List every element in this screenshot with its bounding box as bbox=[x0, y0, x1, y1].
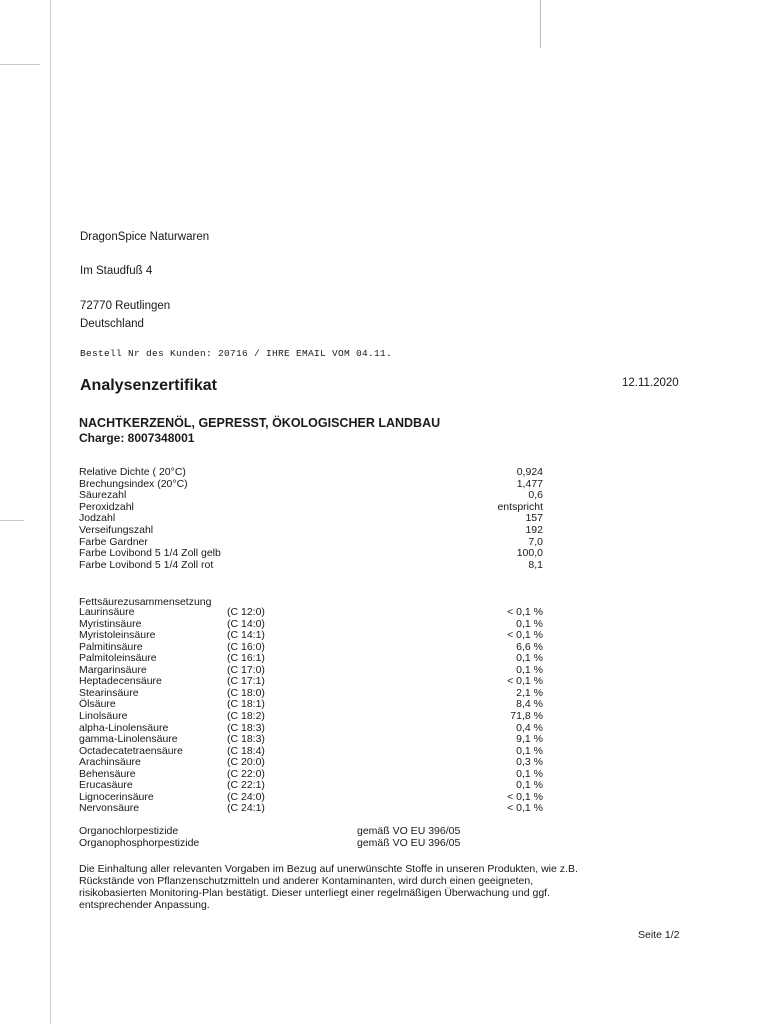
fatty-acid-value: 0,3 % bbox=[516, 756, 543, 769]
fatty-acid-code: (C 18:0) bbox=[227, 686, 265, 699]
fatty-acid-code: (C 18:2) bbox=[227, 709, 265, 722]
fatty-acid-code: (C 16:1) bbox=[227, 652, 265, 665]
fatty-acid-code: (C 18:1) bbox=[227, 698, 265, 711]
fatty-acid-value: 2,1 % bbox=[516, 686, 543, 699]
parameter-value: 192 bbox=[525, 524, 543, 536]
parameter-value: 157 bbox=[525, 512, 543, 525]
parameter-label: Farbe Lovibond 5 1/4 Zoll gelb bbox=[79, 547, 221, 560]
parameter-value: 7,0 bbox=[528, 535, 543, 548]
parameter-label: Farbe Gardner bbox=[79, 535, 148, 548]
company-name: DragonSpice Naturwaren bbox=[80, 231, 210, 243]
fatty-acid-name: Linolsäure bbox=[79, 709, 128, 722]
disclaimer-text: Die Einhaltung aller relevanten Vorgaben im Bezug auf unerwünschte Stoffe in unseren Produkten, wie z.B. Rückstände von Pflanzenschutzmitteln und anderer Kontaminanten, wird durch einen geeigneten, risikobasierten Monitoring-Plan bestätigt. Dieser unterliegt einer regelmäßigen Überwachung und ggf. entsprechender Anpassung. bbox=[79, 863, 578, 911]
fatty-acid-name: Nervonsäure bbox=[79, 802, 140, 815]
fatty-acid-name: Behensäure bbox=[79, 767, 136, 780]
scan-fold-line-left bbox=[50, 0, 51, 1024]
fatty-acid-name: Ölsäure bbox=[79, 698, 116, 711]
order-reference: Bestell Nr des Kunden: 20716 / IHRE EMAIL VOM 04.11. bbox=[80, 348, 393, 359]
fatty-acid-name: Margarinsäure bbox=[79, 663, 147, 676]
fatty-acid-name: Palmitinsäure bbox=[79, 640, 143, 653]
page-number: Seite 1/2 bbox=[638, 929, 680, 941]
fatty-acids-heading: Fettsäurezusammensetzung bbox=[79, 596, 212, 608]
fatty-acid-code: (C 14:0) bbox=[227, 617, 265, 630]
fatty-acid-value: 8,4 % bbox=[516, 698, 543, 711]
fatty-acid-name: gamma-Linolensäure bbox=[79, 733, 178, 746]
fatty-acid-value: < 0,1 % bbox=[507, 629, 543, 642]
parameter-label: Brechungsindex (20°C) bbox=[79, 477, 188, 490]
fatty-acid-value: 0,1 % bbox=[516, 767, 543, 780]
parameter-value: 1,477 bbox=[516, 477, 543, 490]
charge-number: Charge: 8007348001 bbox=[79, 431, 195, 445]
fatty-acid-value: 9,1 % bbox=[516, 733, 543, 746]
parameter-value: 0,924 bbox=[516, 466, 543, 478]
fatty-acid-value: < 0,1 % bbox=[507, 802, 543, 815]
fatty-acid-code: (C 17:0) bbox=[227, 663, 265, 676]
fatty-acid-code: (C 17:1) bbox=[227, 675, 265, 688]
parameter-label: Jodzahl bbox=[79, 512, 116, 525]
fatty-acid-name: alpha-Linolensäure bbox=[79, 721, 169, 734]
fatty-acid-code: (C 16:0) bbox=[227, 640, 265, 653]
fatty-acid-code: (C 20:0) bbox=[227, 756, 265, 769]
certificate-date: 12.11.2020 bbox=[622, 377, 679, 389]
parameter-label: Peroxidzahl bbox=[79, 500, 134, 513]
parameter-label: Verseifungszahl bbox=[79, 524, 154, 536]
fatty-acid-value: 6,6 % bbox=[516, 640, 543, 653]
fatty-acid-code: (C 24:1) bbox=[227, 802, 265, 815]
fatty-acid-name: Palmitoleinsäure bbox=[79, 652, 157, 665]
certificate-title: Analysenzertifikat bbox=[80, 377, 217, 394]
fatty-acid-code: (C 24:0) bbox=[227, 790, 265, 803]
pesticide-value: gemäß VO EU 396/05 bbox=[357, 837, 461, 849]
parameter-value: 8,1 bbox=[528, 558, 543, 571]
parameter-value: 0,6 bbox=[528, 489, 543, 502]
city: 72770 Reutlingen bbox=[80, 300, 171, 312]
fatty-acid-value: 0,1 % bbox=[516, 652, 543, 665]
scan-fold-line-right bbox=[540, 0, 541, 48]
parameter-label: Säurezahl bbox=[79, 489, 127, 502]
fatty-acid-code: (C 22:0) bbox=[227, 767, 265, 780]
parameter-value: entspricht bbox=[497, 500, 543, 513]
fatty-acid-name: Octadecatetraensäure bbox=[79, 744, 183, 757]
fatty-acid-name: Heptadecensäure bbox=[79, 675, 162, 688]
fatty-acid-value: < 0,1 % bbox=[507, 606, 543, 618]
fatty-acid-value: 0,1 % bbox=[516, 779, 543, 792]
fatty-acid-name: Lignocerinsäure bbox=[79, 790, 154, 803]
pesticide-label: Organophosphorpestizide bbox=[79, 837, 200, 849]
fatty-acid-name: Myristinsäure bbox=[79, 617, 142, 630]
fatty-acid-value: 0,1 % bbox=[516, 663, 543, 676]
fatty-acid-value: 71,8 % bbox=[510, 709, 543, 722]
fatty-acid-code: (C 14:1) bbox=[227, 629, 265, 642]
fatty-acid-value: 0,1 % bbox=[516, 744, 543, 757]
fatty-acid-name: Arachinsäure bbox=[79, 756, 141, 769]
fatty-acid-value: < 0,1 % bbox=[507, 675, 543, 688]
fatty-acid-value: 0,4 % bbox=[516, 721, 543, 734]
fatty-acid-code: (C 18:4) bbox=[227, 744, 265, 757]
fatty-acid-code: (C 18:3) bbox=[227, 721, 265, 734]
parameter-value: 100,0 bbox=[516, 547, 543, 560]
fatty-acid-code: (C 22:1) bbox=[227, 779, 265, 792]
scan-mark bbox=[0, 64, 40, 65]
parameter-label: Relative Dichte ( 20°C) bbox=[79, 466, 186, 478]
street-address: Im Staudfuß 4 bbox=[80, 265, 153, 277]
fatty-acid-value: 0,1 % bbox=[516, 617, 543, 630]
country: Deutschland bbox=[80, 318, 144, 330]
pesticide-label: Organochlorpestizide bbox=[79, 825, 179, 837]
fatty-acid-name: Stearinsäure bbox=[79, 686, 139, 699]
fatty-acid-name: Myristoleinsäure bbox=[79, 629, 156, 642]
fatty-acid-name: Laurinsäure bbox=[79, 606, 135, 618]
fatty-acid-code: (C 18:3) bbox=[227, 733, 265, 746]
pesticide-value: gemäß VO EU 396/05 bbox=[357, 825, 461, 837]
parameter-label: Farbe Lovibond 5 1/4 Zoll rot bbox=[79, 558, 214, 571]
fatty-acid-name: Erucasäure bbox=[79, 779, 133, 792]
fatty-acid-value: < 0,1 % bbox=[507, 790, 543, 803]
product-name: NACHTKERZENÖL, GEPRESST, ÖKOLOGISCHER LANDBAU bbox=[79, 416, 441, 430]
fatty-acid-code: (C 12:0) bbox=[227, 606, 265, 618]
scan-mark bbox=[0, 520, 24, 521]
